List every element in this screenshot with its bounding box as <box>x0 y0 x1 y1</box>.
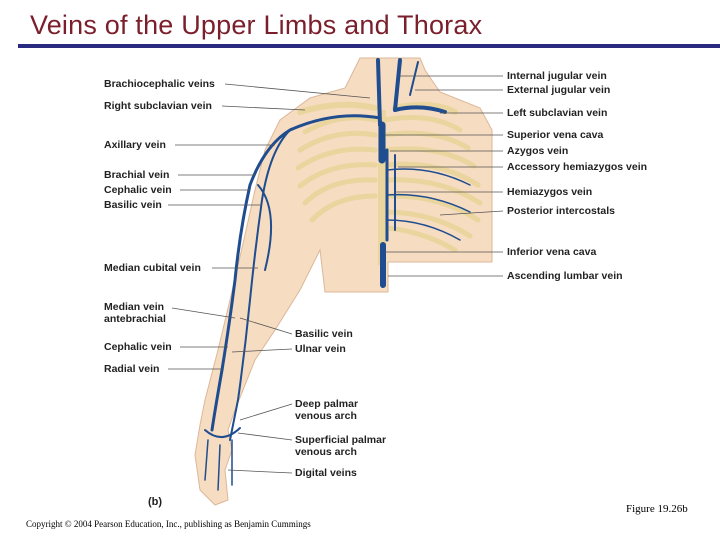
page-title: Veins of the Upper Limbs and Thorax <box>30 10 483 40</box>
label-superficial-palmar-venous-arch: Superficial palmar venous arch <box>295 434 387 458</box>
label-axillary-vein: Axillary vein <box>104 139 166 151</box>
label-superior-vena-cava: Superior vena cava <box>507 129 604 141</box>
label-deep-palmar-venous-arch: Deep palmar venous arch <box>295 398 359 422</box>
label-basilic-vein-lower: Basilic vein <box>295 328 353 340</box>
label-ascending-lumbar-vein: Ascending lumbar vein <box>507 270 623 282</box>
label-basilic-vein-upper: Basilic vein <box>104 199 162 211</box>
label-posterior-intercostals: Posterior intercostals <box>507 205 615 217</box>
label-radial-vein: Radial vein <box>104 363 160 375</box>
label-left-subclavian-vein: Left subclavian vein <box>507 107 608 119</box>
label-digital-veins: Digital veins <box>295 467 357 479</box>
label-median-cubital-vein: Median cubital vein <box>104 262 201 274</box>
label-brachiocephalic-veins: Brachiocephalic veins <box>104 78 215 90</box>
figure-caption: Figure 19.26b <box>626 503 688 515</box>
label-hemiazygos-vein: Hemiazygos vein <box>507 186 593 198</box>
label-right-subclavian-vein: Right subclavian vein <box>104 100 212 112</box>
label-median-vein-antebrachial: Median vein antebrachial <box>104 301 166 325</box>
copyright-notice: Copyright © 2004 Pearson Education, Inc., publishing as Benjamin Cummings <box>26 519 311 529</box>
label-ulnar-vein: Ulnar vein <box>295 343 346 355</box>
label-accessory-hemiazygos-vein: Accessory hemiazygos vein <box>507 161 648 173</box>
label-external-jugular-vein: External jugular vein <box>507 84 611 96</box>
label-internal-jugular-vein: Internal jugular vein <box>507 70 607 82</box>
label-azygos-vein: Azygos vein <box>507 145 569 157</box>
label-inferior-vena-cava: Inferior vena cava <box>507 246 597 258</box>
panel-label: (b) <box>148 496 163 508</box>
label-brachial-vein: Brachial vein <box>104 169 170 181</box>
label-cephalic-vein-lower: Cephalic vein <box>104 341 172 353</box>
label-cephalic-vein-upper: Cephalic vein <box>104 184 172 196</box>
